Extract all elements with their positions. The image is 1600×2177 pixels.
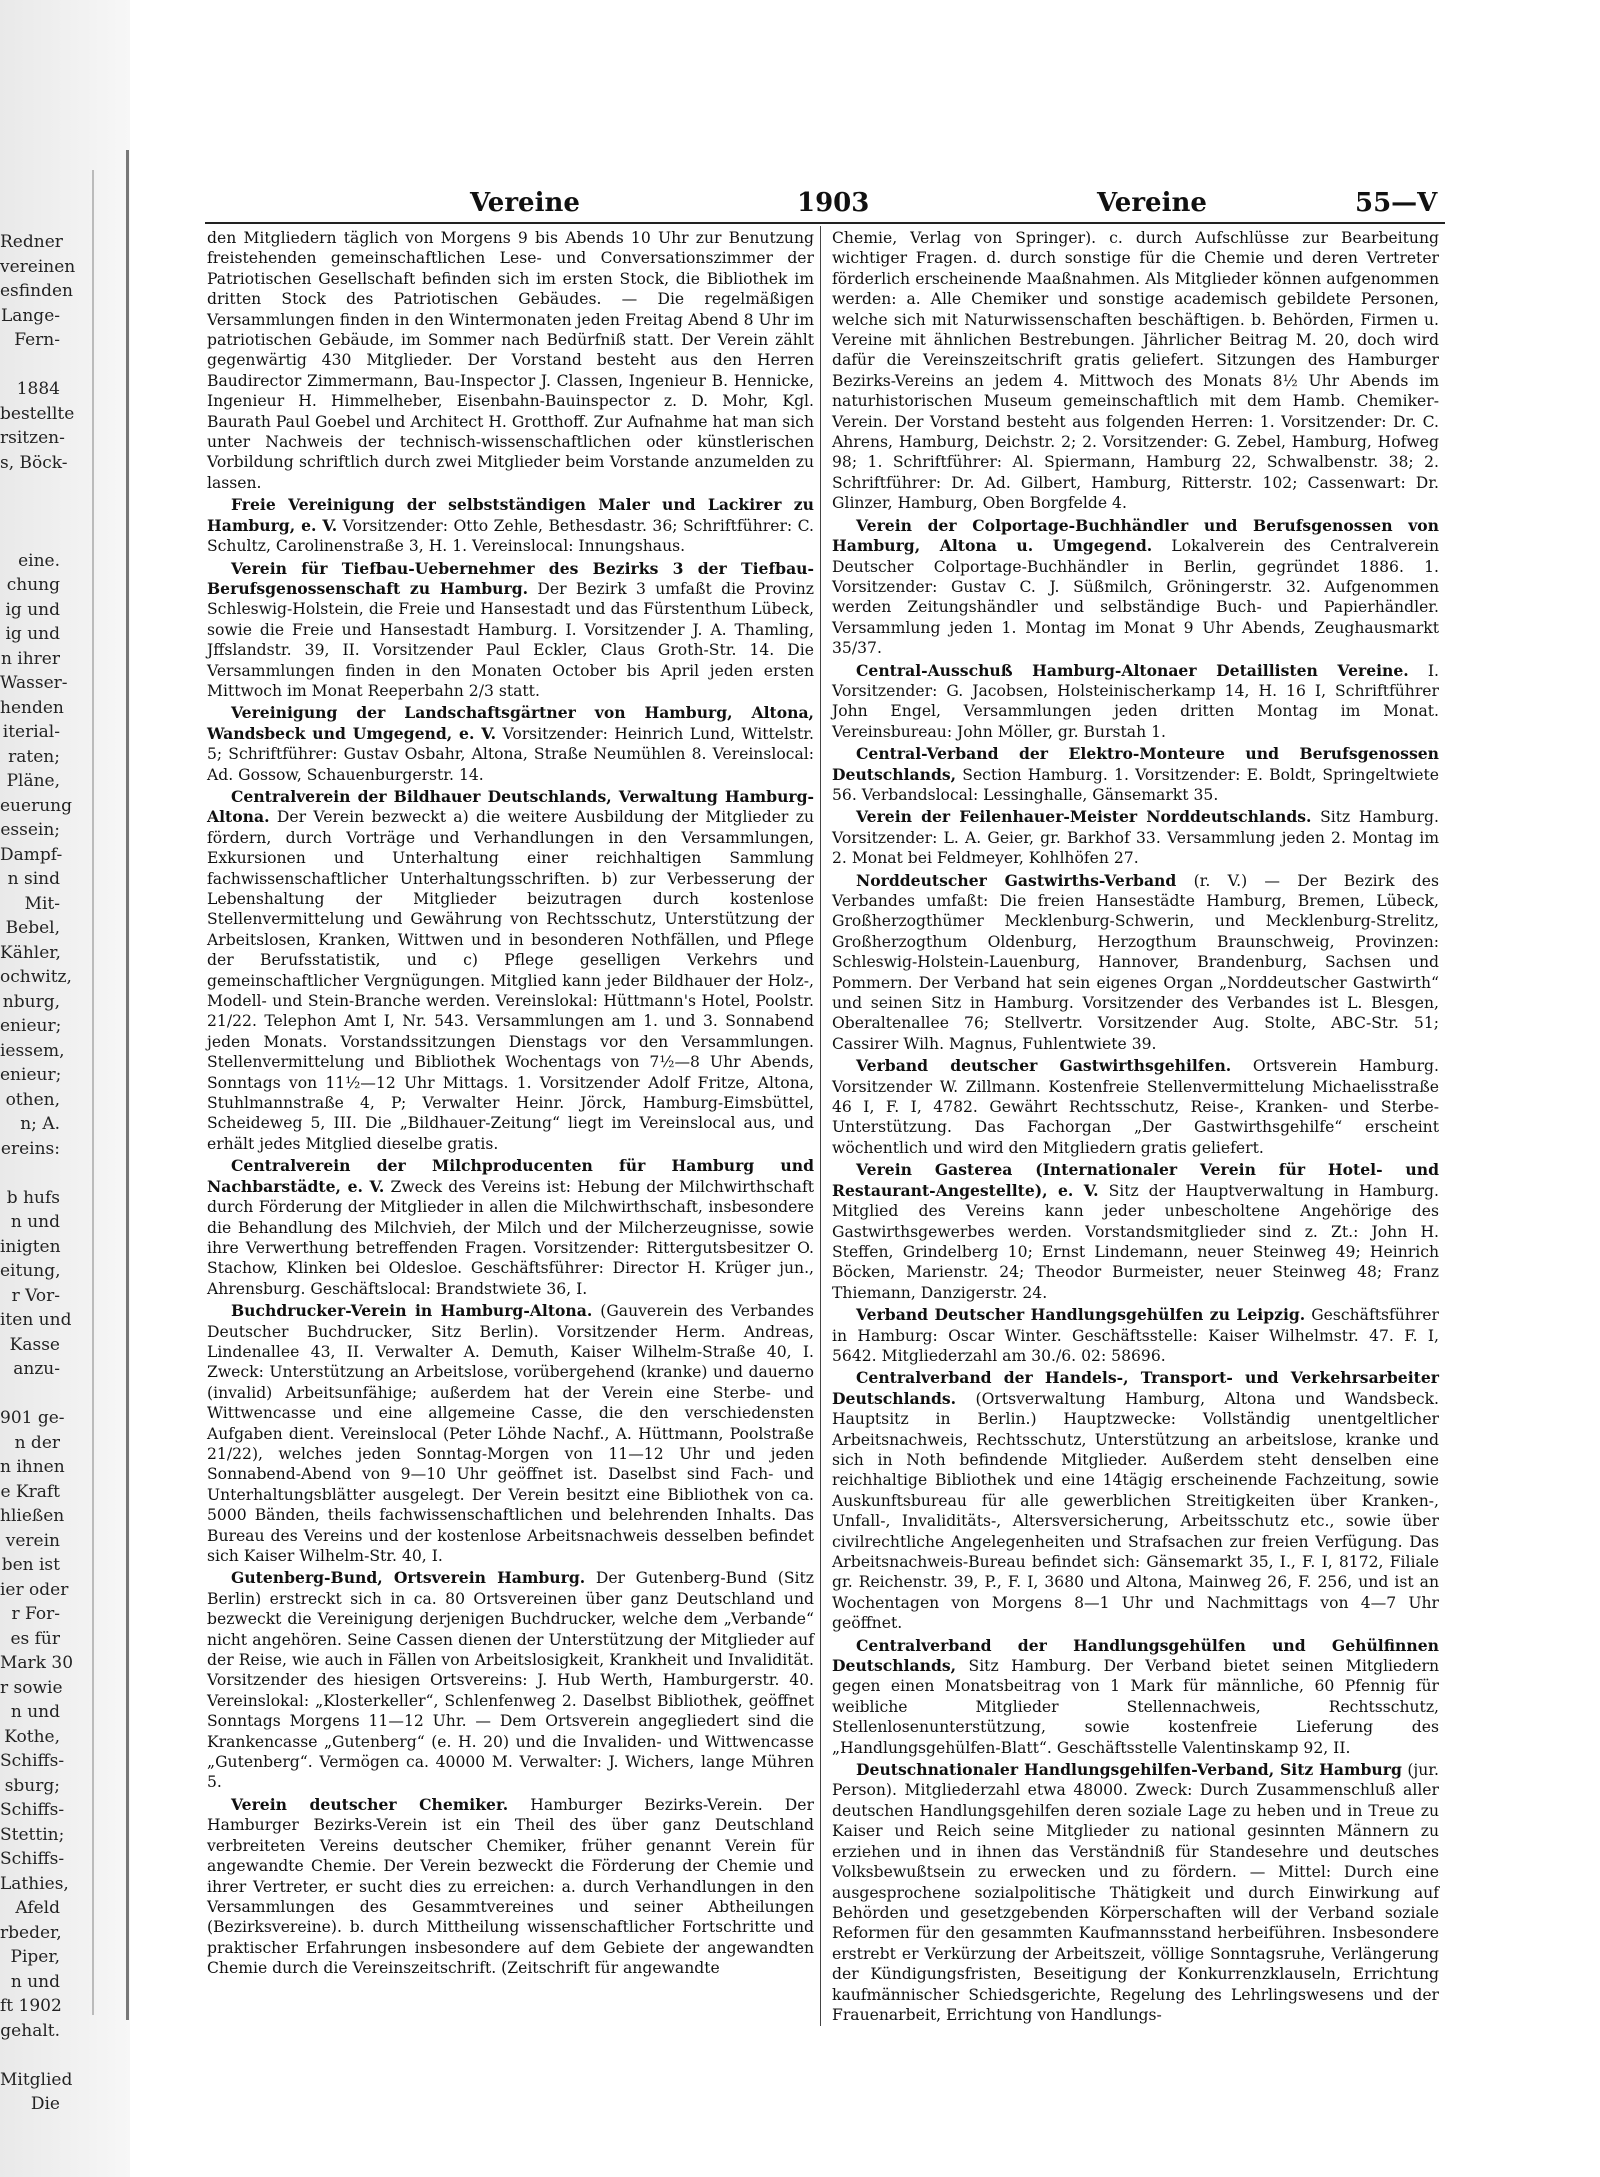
margin-line: ochwitz, [0, 967, 72, 987]
margin-line: 901 ge- [0, 1408, 65, 1428]
margin-line: raten; [8, 746, 60, 767]
margin-line [0, 500, 60, 525]
margin-line: esfinden [0, 281, 73, 301]
margin-line: r For- [11, 1604, 60, 1624]
margin-line: b hufs [6, 1187, 60, 1208]
directory-entry [207, 787, 814, 1154]
margin-line: verein [5, 1530, 60, 1551]
margin-line: bestellte [0, 403, 75, 424]
entry-title: Norddeutscher Gastwirths-Verband [856, 870, 1177, 890]
margin-line [0, 353, 60, 378]
margin-line: r Vor- [11, 1285, 60, 1306]
margin-line: iterial- [2, 722, 60, 742]
directory-entry [832, 1636, 1439, 1758]
left-column [207, 228, 814, 2028]
margin-line: iten und [0, 1310, 72, 1330]
margin-line: Fern- [14, 330, 60, 350]
directory-entry [832, 807, 1439, 868]
entry-paragraph [207, 1156, 814, 1299]
margin-line: Kothe, [4, 1726, 60, 1747]
entry-title: Verband Deutscher Handlungsgehülfen zu Leipzig. [856, 1305, 1306, 1325]
directory-entry [832, 516, 1439, 659]
entry-paragraph [832, 807, 1439, 868]
entry-title: Verein deutscher Chemiker. [231, 1794, 509, 1814]
entry-title: Centralverband der Handels-, Transport- und Verkehrsarbeiter Deutschlands. [832, 1368, 1439, 1408]
margin-line: Kasse [9, 1334, 60, 1355]
entry-paragraph [207, 1301, 814, 1566]
page-number: 55—V [1355, 188, 1438, 218]
margin-line: 1884 [16, 379, 60, 399]
margin-line: enieur; [0, 1016, 62, 1036]
margin-line: n und [10, 1212, 60, 1232]
entry-text: (jur. Person). Mitgliederzahl etwa 48000. Zweck: Durch Zusammenschluß aller deutschen Handlungsgehilfen deren soziale Lage zu heben und in Treue zu Kaiser und Reich seine Mitglieder zu national gesinnten Männern zu erziehen und in ihnen das Verständniß für Standesehre und deutsches Volksbewußtsein zu erwecken und zu fördern. — Mittel: Durch eine ausgesprochene sozialpolitische Thätigkeit und durch Einwirkung auf Behörden und gesetzgebenden Körperschaften will der Verband soziale Reformen für den gesammten Kaufmannsstand herbeiführen. Insbesondere erstrebt er Verkürzung der Arbeitszeit, völlige Sonntagsruhe, Verlängerung der Kündigungsfristen, Beseitigung der Konkurrenzklauseln, Errichtung kaufmännischer Schiedsgerichte, Regelung des Lehrlingswesens und der Frauenarbeit, Errichtung von Handlungs- [832, 1761, 1439, 2024]
margin-line [0, 475, 60, 500]
entry-title: Buchdrucker-Verein in Hamburg-Altona. [231, 1301, 593, 1321]
entry-text: Chemie, Verlag von Springer). c. durch Aufschlüsse zur Bearbeitung wichtiger Fragen. d. durch sonstige für die Chemie und deren Vertreter förderlich erscheinende Maaßnahmen. Als Mitglieder können aufgenommen werden: a. Alle Chemiker und sonstige academisch gebildete Personen, welche sich mit Naturwissenschaften beschäftigen. b. Behörden, Firmen u. Vereine mit ähnlichen Bestrebungen. Jährlicher Beitrag M. 20, doch wird dafür die Vereinszeitschrift gratis geliefert. Sitzungen des Hamburger Bezirks-Vereins an jedem 4. Mittwoch des Monats 8½ Uhr Abends im naturhistorischen Museum gemeinschaftlich mit dem Hamb. Chemiker-Verein. Der Vorstand besteht aus folgenden Herren: 1. Vorsitzender: Dr. C. Ahrens, Hamburg, Deichstr. 2; 2. Vorsitzender: G. Zebel, Hamburg, Hofweg 98; 1. Schriftführer: Al. Spiermann, Hamburg 22, Schwalbenstr. 38; 2. Schriftführer: Dr. Ad. Gilbert, Hamburg, Ritterstr. 102; Cassenwart: Dr. Glinzer, Hamburg, Oben Borgfelde 4. [832, 229, 1439, 513]
directory-entry [832, 871, 1439, 1055]
entry-paragraph [832, 1368, 1439, 1633]
margin-line: n ihrer [0, 648, 60, 669]
page-fold-line [126, 150, 129, 2020]
margin-line: ft 1902 [0, 1996, 62, 2016]
entry-paragraph [832, 1636, 1439, 1758]
entry-paragraph [207, 495, 814, 556]
entry-text: I. Vorsitzender: G. Jacobsen, Holsteinischerkamp 14, H. 16 I, Schriftführer John Engel, Versammlungen jeden dritten Montag im Monat. Vereinsbureau: John Möller, gr. Burstah 1. [832, 661, 1439, 741]
entry-text: Section Hamburg. 1. Vorsitzender: E. Boldt, Springeltwiete 56. Verbandslocal: Lessinghalle, Gänsemarkt 35. [832, 765, 1439, 804]
margin-line: Piper, [10, 1947, 60, 1967]
margin-line: henden [0, 697, 64, 718]
entry-paragraph [832, 228, 1439, 514]
margin-line: n der [14, 1432, 60, 1453]
entry-paragraph [832, 871, 1439, 1055]
entry-text: Der Gutenberg-Bund (Sitz Berlin) erstreckt sich in ca. 80 Ortsvereinen über ganz Deutschland und bezweckt die Vereinigung derjenigen Buchdrucker, welche dem „Verbande“ nicht angehören. Seine Cassen dienen der Unterstützung der Mitglieder auf der Reise, wie auch in Fällen von Arbeitslosigkeit, Krankheit und Invalidität. Vorsitzender des hiesigen Ortsvereins: J. Hub Werth, Hamburgerstr. 40. Vereinslokal: „Klosterkeller“, Schlenfenweg 2. Daselbst Bibliothek, geöffnet Sonntags Morgens 11—12 Uhr. — Dem Ortsverein angegliedert sind die Krankencasse „Gutenberg“ (e. H. 20) und die Invaliden- und Wittwencasse „Gutenberg“. Vermögen ca. 40000 M. Verwalter: J. Wichers, lange Mühren 5. [207, 1569, 814, 1792]
margin-line: eine. [18, 550, 60, 571]
margin-line: chung [6, 575, 60, 595]
margin-line: Mit- [24, 893, 60, 914]
entry-paragraph [832, 1056, 1439, 1158]
margin-line: n und [10, 1971, 60, 1992]
entry-paragraph [832, 516, 1439, 659]
margin-line: Redner [0, 232, 63, 252]
margin-line: othen, [5, 1089, 60, 1110]
directory-entry [207, 559, 814, 702]
margin-line: iessem, [0, 1040, 65, 1061]
margin-line: Mitglied [0, 2069, 73, 2090]
margin-line: hließen [0, 1506, 65, 1526]
margin-line: e Kraft [0, 1481, 60, 1502]
margin-line: rbeder, [0, 1922, 62, 1943]
entry-text: (r. V.) — Der Bezirk des Verbandes umfaßt: Die freien Hansestädte Hamburg, Bremen, Lübeck, Großherzogthümer Mecklenburg-Schwerin, und Mecklenburg-Strelitz, Großherzogthum Oldenburg, Herzogthum Braunschweig, Provinzen: Schleswig-Holstein-Lauenburg, Hannover, Brandenburg, Sachsen und Pommern. Der Verband hat sein eigenes Organ „Norddeutscher Gastwirth“ und seinen Sitz in Hamburg. Vorsitzender des Verbandes ist L. Blesgen, Oberaltenallee 76; Stellvertr. Vorsitzender Aug. Stolte, ABC-Str. 51; Cassirer Wilh. Magnus, Fuhlentwiete 39. [832, 871, 1439, 1053]
entry-paragraph [832, 1305, 1439, 1366]
entry-text: Vorsitzender: Heinrich Lund, Wittelstr. 5; Schriftführer: Gustav Osbahr, Altona, Straße Neumühlen 8. Vereinslocal: Ad. Gossow, Schauenburgerstr. 14. [207, 724, 814, 784]
margin-line: Pläne, [6, 771, 60, 791]
entry-paragraph [207, 228, 814, 493]
entry-paragraph [832, 1160, 1439, 1303]
margin-line: Schiffs- [0, 1800, 65, 1820]
entry-title: Freie Vereinigung der selbstständigen Maler und Lackirer zu Hamburg, e. V. [207, 495, 814, 535]
directory-entry [832, 744, 1439, 805]
header-left-title: Vereine [470, 188, 580, 218]
entry-title: Deutschnationaler Handlungsgehilfen-Verband, Sitz Hamburg [856, 1760, 1402, 1780]
margin-line: n und [10, 1702, 60, 1722]
margin-line: Wasser- [0, 673, 68, 693]
header-rule [205, 222, 1445, 224]
margin-line: enieur; [0, 1065, 62, 1085]
margin-line: sburg; [4, 1775, 60, 1796]
margin-line: Afeld [15, 1898, 60, 1918]
entry-paragraph [207, 559, 814, 702]
directory-entry [207, 1301, 814, 1566]
entry-title: Verband deutscher Gastwirthsgehilfen. [856, 1056, 1232, 1076]
entry-text: Geschäftsführer in Hamburg: Oscar Winter. Geschäftsstelle: Kaiser Wilhelmstr. 47. F. I, 5642. Mitgliederzahl am 30./6. 02: 58696. [832, 1306, 1439, 1365]
entry-title: Centralverein der Milchproducenten für Hamburg und Nachbarstädte, e. V. [207, 1156, 814, 1196]
left-page-margin-text [0, 230, 76, 2114]
margin-line: s, Böck- [0, 452, 68, 473]
margin-line: ben ist [1, 1555, 60, 1575]
margin-line: n sind [7, 869, 60, 889]
margin-line: anzu- [13, 1359, 60, 1379]
margin-line [0, 524, 60, 549]
entry-text: Lokalverein des Centralverein Deutscher Colportage-Buchhändler in Berlin, gegründet 1886. 1. Vorsitzender: Gustav C. J. Süßmilch, Gröningerstr. 32. Aufgenommen werden Zeitungshändler und selbständige Buch- und Papierhändler. Versammlung jeden 1. Montag im Monat 9 Uhr Abends, Zeughausmarkt 35/37. [832, 537, 1440, 658]
entry-title: Central-Verband der Elektro-Monteure und Berufsgenossen Deutschlands, [832, 744, 1439, 784]
margin-line: euerung [0, 795, 72, 816]
entry-text: Ortsverein Hamburg. Vorsitzender W. Zillmann. Kostenfreie Stellenvermittelung Michaelisstraße 46 I, F. I, 4782. Gewährt Rechtsschutz, Reise-, Kranken- und Sterbe-Unterstützung. Das Fachorgan „Der Gastwirthsgehilfe“ erscheint wöchentlich und wird den Mitgliedern gratis geliefert. [832, 1057, 1439, 1157]
margin-line: Stettin; [0, 1824, 65, 1845]
directory-entry [832, 1305, 1439, 1366]
directory-entry [207, 1156, 814, 1299]
entry-text: Der Bezirk 3 umfaßt die Provinz Schleswig-Holstein, die Freie und Hansestadt und das Fürstenthum Lübeck, sowie die Freie und Hansestadt Hamburg. I. Vorsitzender J. A. Thamling, Jffslandstr. 39, II. Vorsitzender Paul Eckler, Claus Groth-Str. 14. Die Versammlungen finden in den Monaten October bis April jeden ersten Mittwoch im Monat Reeperbahn 2/3 statt. [207, 579, 814, 700]
margin-line: nburg, [2, 991, 60, 1012]
directory-entry [832, 1760, 1439, 2025]
entry-title: Verein der Colportage-Buchhändler und Berufsgenossen von Hamburg, Altona u. Umgegend. [832, 515, 1439, 556]
margin-line [0, 2043, 60, 2068]
directory-entry [832, 1368, 1439, 1633]
directory-entry [832, 1056, 1439, 1158]
entry-title: Central-Ausschuß Hamburg-Altonaer Detaillisten Vereine. [856, 660, 1409, 680]
header-year: 1903 [797, 188, 870, 218]
margin-line: Schiffs- [0, 1751, 65, 1771]
margin-line: inigten [0, 1236, 61, 1257]
entry-title: Centralverband der Handlungsgehülfen und Gehülfinnen Deutschlands, [832, 1635, 1439, 1676]
entry-text: (Ortsverwaltung Hamburg, Altona und Wandsbeck. Hauptsitz in Berlin.) Hauptzwecke: Vollständig unentgeltlicher Arbeitsnachweis, Rechtsschutz, Unterstützung an arbeitslose, kranke und sich in Noth befindende Mitglieder. Außerdem steht denselben eine reichhaltige Bibliothek und eine 14tägig erscheinende Fachzeitung, sowie Auskunftsbureau für alle gewerblichen Streitigkeiten über Kranken-, Unfall-, Invaliditäts-, Altersversicherung, Arbeitsschutz etc., sowie über civilrechtliche Angelegenheiten und Strafsachen zur freien Verfügung. Das Arbeitsnachweis-Bureau befindet sich: Gänsemarkt 35, I., F. I, 8172, Filiale gr. Reichenstr. 39, P., F. I, 3680 und Altona, Mainweg 26, F. 256, und ist an Wochentagen von Morgens 8—1 Uhr und Nachmittags von 4—7 Uhr geöffnet. [832, 1389, 1439, 1633]
margin-line: vereinen [0, 256, 76, 277]
directory-entry [207, 228, 814, 493]
entry-title: Verein für Tiefbau-Uebernehmer des Bezirks 3 der Tiefbau-Berufsgenossenschaft zu Hamburg. [207, 558, 814, 598]
margin-line: eitung, [0, 1261, 61, 1281]
margin-line: ig und [5, 624, 60, 644]
margin-line [0, 1161, 60, 1186]
directory-entry [207, 703, 814, 785]
entry-title: Verein Gasterea (Internationaler Verein für Hotel- und Restaurant-Angestellte), e. V. [832, 1160, 1439, 1200]
directory-entry [207, 1795, 814, 1979]
margin-line: Bebel, [5, 918, 60, 938]
margin-line: n ihnen [0, 1457, 65, 1477]
header-right-title: Vereine [1097, 188, 1207, 218]
entry-text: Sitz Hamburg. Vorsitzender: L. A. Geier, gr. Barkhof 33. Versammlung jeden 2. Montag im 2. Monat bei Feldmeyer, Kohlhöfen 27. [832, 808, 1439, 868]
entry-paragraph [207, 1795, 814, 1979]
margin-line: Lathies, [0, 1873, 69, 1894]
margin-line: essein; [0, 820, 60, 840]
entry-text: (Gauverein des Verbandes Deutscher Buchdrucker, Sitz Berlin). Vorsitzender Herm. Andreas, Lindenallee 43, II. Verwalter A. Demuth, Kaiser Wilhelm-Straße 40, I. Zweck: Unterstützung an Arbeitslose, vorübergehend (kranke) und dauerno (invalid) Arbeitsunfähige; außerdem hat der Verein eine Sterbe- und Wittwencasse und eine allgemeine Casse, die den verschiedensten Aufgaben dient. Vereinslocal (Peter Löhde Nachf., A. Hüttmann, Poolstraße 21/22), welches jeden Sonntag-Morgen von 11—12 Uhr und jeden Sonnabend-Abend von 9—10 Uhr geöffnet ist. Daselbst sind Fach- und Unterhaltungsblätter ausgelegt. Der Verein besitzt eine Bibliothek von ca. 5000 Bänden, theils fachwissenschaftlichen und belehrenden Inhalts. Das Bureau des Vereins und der kostenlose Arbeitsnachweis desselben befindet sich Kaiser Wilhelm-Str. 40, I. [207, 1302, 814, 1565]
margin-line: Die [30, 2094, 60, 2114]
margin-line: ereins: [0, 1138, 60, 1159]
margin-line: gehalt. [0, 2020, 60, 2041]
entry-text: den Mitgliedern täglich von Morgens 9 bis Abends 10 Uhr zur Benutzung freistehenden gemeinschaftlichen Lese- und Conversationszimmer der Patriotischen Gesellschaft befinden sich im ersten Stock, die Bibliothek im dritten Stock des Patriotischen Gebäudes. — Die regelmäßigen Versammlungen finden in den Wintermonaten jeden Freitag Abend 8 Uhr im patriotischen Gebäude, im Sommer nach Bedürfniß statt. Der Verein zählt gegenwärtig 430 Mitglieder. Der Vorstand besteht aus den Herren Baudirector Zimmermann, Bau-Inspector J. Classen, Ingenieur B. Hennicke, Ingenieur H. Himmelheber, Eisenbahn-Bauinspector z. D. Mohr, Kgl. Baurath Paul Goebel und Architect H. Grotthoff. Zur Aufnahme hat man sich unter Nachweis der technisch-wissenschaftlichen oder künstlerischen Vorbildung schriftlich durch zwei Mitglieder beim Vorstande anzumelden zu lassen. [207, 229, 814, 492]
margin-line: es für [10, 1628, 60, 1649]
margin-line: Mark 30 [0, 1653, 74, 1673]
entry-title: Vereinigung der Landschaftsgärtner von Hamburg, Altona, Wandsbeck und Umgegend, e. V. [207, 703, 814, 743]
right-column [832, 228, 1439, 2028]
entry-paragraph [832, 1760, 1439, 2025]
directory-entry [207, 1568, 814, 1792]
entry-paragraph [207, 787, 814, 1154]
entry-title: Gutenberg-Bund, Ortsverein Hamburg. [231, 1568, 586, 1588]
directory-entry [832, 228, 1439, 514]
column-divider [820, 226, 821, 2026]
margin-line: rsitzen- [0, 428, 65, 448]
margin-line: r sowie [0, 1677, 63, 1698]
margin-line: n; A. [20, 1114, 60, 1134]
directory-entry [832, 661, 1439, 743]
running-header [205, 188, 1450, 222]
entry-text: Der Verein bezweckt a) die weitere Ausbildung der Mitglieder zu fördern, durch Vorträge und Verhandlungen in den Versammlungen, Exkursionen und Unterhaltung einer reichhaltigen Sammlung fachwissenschaftlicher Unterhaltungsschriften. b) zur Verbesserung der Lebenshaltung der Mitglieder beizutragen durch kostenlose Stellenvermittelung und Gewährung von Rechtsschutz, Unterstützung der Arbeitslosen, Kranken, Wittwen und in besonderen Nothfällen, und Pflege der Berufsstatistik, und c) Pflege geselligen Verkehrs und gemeinschaftlicher Vergnügungen. Mitglied kann jeder Bildhauer der Holz-, Modell- und Stein-Branche werden. Vereinslokal: Hüttmann's Hotel, Poolstr. 21/22. Telephon Amt I, Nr. 543. Versammlungen am 1. und 3. Sonnabend jeden Monats. Vorstandssitzungen Dienstags vor den Versammlungen. Stellenvermittelung und Bibliothek Wochentags von 7½—8 Uhr Abends, Sonntags von 11½—12 Uhr Mittags. 1. Vorsitzender Adolf Fritze, Altona, Stuhlmannstraße 4, P; Verwalter Heinr. Jörck, Hamburg-Eimsbüttel, Scheideweg 5, III. Die „Bildhauer-Zeitung“ liegt im Vereinslocal aus, und erhält jedes Mitglied dieselbe gratis. [207, 808, 814, 1153]
entry-paragraph [832, 661, 1439, 743]
margin-line [0, 1382, 60, 1407]
margin-line: ier oder [0, 1579, 69, 1600]
entry-text: Sitz Hamburg. Der Verband bietet seinen Mitgliedern gegen einen Monatsbeitrag von 1 Mark für männliche, 60 Pfennig für weibliche Mitglieder Stellennachweis, Rechtsschutz, Stellenlosenunterstützung, sowie kostenfreie Lieferung des „Handlungsgehülfen-Blatt“. Geschäftsstelle Valentinskamp 92, II. [832, 1657, 1439, 1757]
entry-title: Centralverein der Bildhauer Deutschlands, Verwaltung Hamburg-Altona. [207, 786, 814, 827]
entry-title: Verein der Feilenhauer-Meister Norddeutschlands. [856, 807, 1312, 827]
margin-line: Dampf- [0, 844, 63, 865]
margin-line: Lange- [0, 305, 60, 326]
directory-entry [832, 1160, 1439, 1303]
directory-entry [207, 495, 814, 556]
margin-line: ig und [5, 599, 60, 620]
entry-text: Zweck des Vereins ist: Hebung der Milchwirthschaft durch Förderung der Mitglieder in allen die Milchwirthschaft, insbesondere die Behandlung des Milchvieh, der Milch und der Milcherzeugnisse, sowie ihre Verwerthung betreffenden Fragen. Vorsitzender: Rittergutsbesitzer O. Stachow, Klinken bei Oldesloe. Geschäftsführer: Director H. Krüger jun., Ahrensburg. Geschäftslocal: Brandstwiete 36, I. [207, 1177, 814, 1298]
entry-paragraph [832, 744, 1439, 805]
entry-paragraph [207, 703, 814, 785]
entry-text: Hamburger Bezirks-Verein. Der Hamburger Bezirks-Verein ist ein Theil des über ganz Deutschland verbreiteten Vereins deutscher Chemiker, früher genannt Verein für angewandte Chemie. Der Verein bezweckt die Förderung der Chemie und ihrer Vertreter, er sucht dies zu erreichen: a. durch Verhandlungen in den Versammlungen des Gesammtvereines und seiner Abtheilungen (Bezirksvereine). b. durch Mittheilung wissenschaftlicher Fortschritte und praktischer Erfahrungen insbesondere auf dem Gebiete der angewandten Chemie durch die Vereinszeitschrift. (Zeitschrift für angewandte [207, 1795, 814, 1978]
margin-line: Kähler, [0, 942, 61, 963]
entry-text: Vorsitzender: Otto Zehle, Bethesdastr. 36; Schriftführer: C. Schultz, Carolinenstraße 3, H. 1. Vereinslocal: Innungshaus. [207, 516, 814, 556]
gutter-line [92, 170, 94, 2015]
margin-line: Schiffs- [0, 1849, 65, 1869]
entry-text: Sitz der Hauptverwaltung in Hamburg. Mitglied des Vereins kann jeder unbescholtene Angehörige des Gastwirthsgewerbes werden. Vorstandsmitglieder sind z. Zt.: John H. Steffen, Grindelberg 10; Ernst Lindemann, neuer Steinweg 49; Heinrich Böcken, Marienstr. 24; Theodor Burmeister, neuer Steinweg 48; Franz Thiemann, Danzigerstr. 24. [832, 1181, 1439, 1302]
entry-paragraph [207, 1568, 814, 1792]
